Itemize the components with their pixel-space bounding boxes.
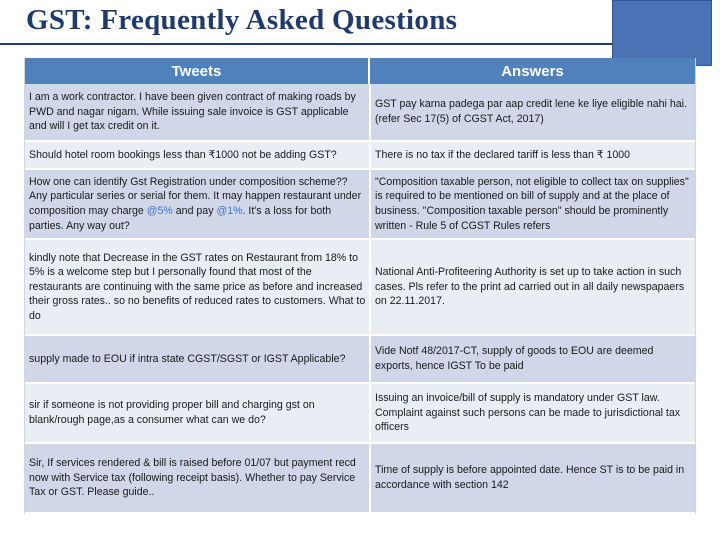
- table-row: [25, 84, 695, 142]
- tweet-cell: [25, 84, 369, 140]
- tweet-text: I am a work contractor. I have been given contract of making roads by PWD and nagar nigam. While issuing sale invoice is GST applicable and will I get tax credit on it.: [29, 91, 356, 133]
- answer-cell: [369, 170, 695, 238]
- answer-text: National Anti-Profiteering Authority is set up to take action in such cases. Pls refer to the print ad carried out in all daily newspapaers on 22.11.2017.: [375, 266, 685, 308]
- answer-text: Vide Notf 48/2017-CT, supply of goods to EOU are deemed exports, hence IGST To be paid: [375, 345, 654, 372]
- answer-text: Time of supply is before appointed date. Hence ST is to be paid in accordance with section 142: [375, 464, 685, 491]
- table-row: [25, 142, 695, 170]
- answer-cell: [369, 336, 695, 382]
- answer-text: There is no tax if the declared tariff is less than ₹ 1000: [375, 148, 631, 161]
- tweet-cell: [25, 142, 369, 168]
- tweet-cell: [25, 240, 369, 334]
- answer-cell: [369, 240, 695, 334]
- table-row: [25, 336, 695, 384]
- tweet-cell: [25, 444, 369, 512]
- answer-text: "Composition taxable person, not eligible to collect tax on supplies" is required to be mentioned on bill of supply and at the place of business. "Composition taxable person" should be prominently written - Rule 5 of CGST Rules refers: [375, 175, 689, 232]
- answer-cell: [369, 84, 695, 140]
- tweet-text-part: and pay: [172, 205, 217, 217]
- decorative-corner-box: [612, 0, 712, 66]
- table-row: [25, 240, 695, 336]
- tweet-text: [29, 175, 366, 233]
- table-row: [25, 384, 695, 444]
- page-title: GST: Frequently Asked Questions: [26, 4, 458, 36]
- mention-link[interactable]: @5%: [146, 205, 173, 217]
- tweet-text: sir if someone is not providing proper bill and charging gst on blank/rough page,as a consumer what can we do?: [29, 399, 315, 426]
- mention-link[interactable]: @1%: [216, 205, 243, 217]
- table-row: [25, 444, 695, 514]
- tweet-cell: [25, 170, 369, 238]
- title-divider: [0, 43, 612, 45]
- table-row: [25, 170, 695, 240]
- tweet-text-part: How one can identify Gst Registration under composition scheme?? Any particular series or serial for them. It may happen restaurant under composition may charge: [29, 175, 362, 217]
- tweet-text: supply made to EOU if intra state CGST/SGST or IGST Applicable?: [29, 352, 346, 365]
- answer-text: GST pay karna padega par aap credit lene ke liye eligible nahi hai. (refer Sec 17(5) of CGST Act, 2017): [375, 98, 687, 125]
- column-header-tweets: Tweets: [171, 62, 222, 80]
- tweet-cell: [25, 384, 369, 442]
- tweet-text: Sir, If services rendered & bill is raised before 01/07 but payment recd now with Service tax (following receipt basis). Whether to pay Service Tax or GST. Please guide..: [29, 457, 356, 499]
- answer-cell: [369, 444, 695, 512]
- table-header-row: [25, 58, 695, 84]
- answer-text: Issuing an invoice/bill of supply is mandatory under GST law. Complaint against such persons can be made to jurisdictional tax officers: [375, 392, 681, 434]
- answer-cell: [369, 384, 695, 442]
- tweet-cell: [25, 336, 369, 382]
- answer-cell: [369, 142, 695, 168]
- faq-table: [24, 58, 696, 514]
- tweet-text: kindly note that Decrease in the GST rates on Restaurant from 18% to 5% is a welcome step but I personally found that most of the restaurants are continuing with the same price as before and increased their gross rates.. so no benefits of reduced rates to customers. What to do: [29, 251, 366, 322]
- tweet-text-part: . It's a loss for both parties. Any way out?: [29, 205, 332, 232]
- column-header-answers: Answers: [368, 58, 695, 84]
- tweet-text: Should hotel room bookings less than ₹1000 not be adding GST?: [29, 148, 337, 161]
